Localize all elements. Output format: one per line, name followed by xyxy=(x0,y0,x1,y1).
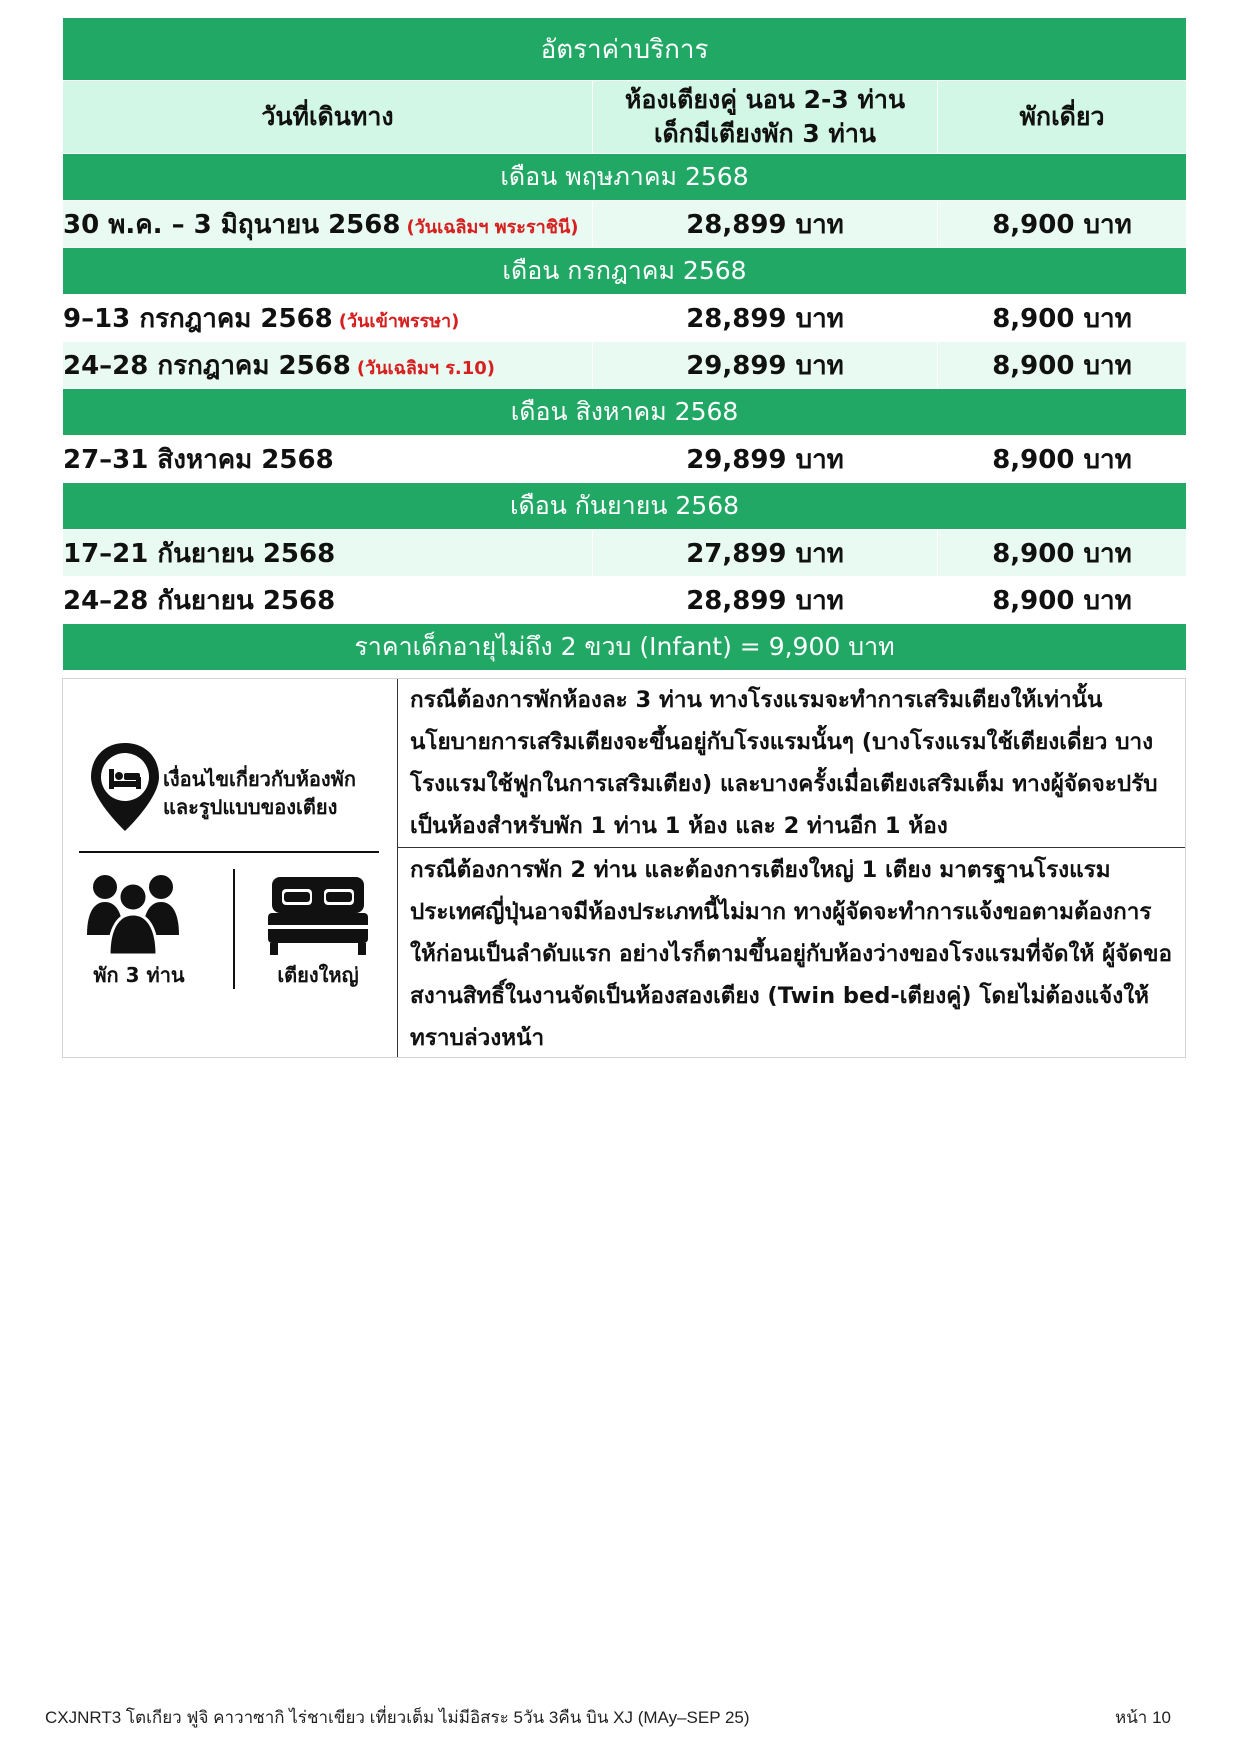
single-supplement: 8,900 บาท xyxy=(938,342,1187,389)
twin-price: 27,899 บาท xyxy=(593,530,938,577)
header-single: พักเดี่ยว xyxy=(938,81,1187,154)
month-label: เดือน พฤษภาคม 2568 xyxy=(63,154,1187,201)
conditions-heading-line1: เงื่อนไขเกี่ยวกับห้องพัก xyxy=(163,767,356,791)
table-header-row xyxy=(63,81,1187,154)
twin-price: 28,899 บาท xyxy=(593,577,938,624)
single-supplement: 8,900 บาท xyxy=(938,577,1187,624)
travel-date-cell xyxy=(63,530,593,577)
price-row xyxy=(63,342,1187,389)
header-twin-line2: เด็กมีเตียงพัก 3 ท่าน xyxy=(653,119,877,148)
price-row xyxy=(63,577,1187,624)
condition-paragraph-triple: กรณีต้องการพักห้องละ 3 ท่าน ทางโรงแรมจะทำการเสริมเตียงให้เท่านั้น นโยบายการเสริมเตียงจะขึ้นอยู่กับโรงแรมนั้นๆ (บางโรงแรมใช้เตียงเดี่ยว บางโรงแรมใช้ฟูกในการเสริมเตียง) และบางครั้งเมื่อเตียงเสริมเต็ม ทางผู้จัดจะปรับเป็นห้องสำหรับพัก 1 ท่าน 1 ห้อง และ 2 ท่านอีก 1 ห้อง xyxy=(410,687,1158,839)
month-header-row xyxy=(63,483,1187,530)
twin-price: 28,899 บาท xyxy=(593,201,938,248)
page-number: หน้า 10 xyxy=(1114,1708,1171,1727)
rate-table xyxy=(62,17,1187,671)
price-row xyxy=(63,295,1187,342)
holiday-note: (วันเฉลิมฯ พระราชินี) xyxy=(406,216,579,238)
footer-text: CXJNRT3 โตเกียว ฟูจิ คาวาซากิ ไร่ชาเขียว เที่ยวเต็ม ไม่มีอิสระ 5วัน 3คืน บิน XJ (MAy–SEP 25) xyxy=(45,1708,750,1727)
table-title-row xyxy=(63,18,1187,81)
travel-date-cell xyxy=(63,436,593,483)
infant-price-row xyxy=(63,624,1187,671)
label-big-bed: เตียงใหญ่ xyxy=(277,963,359,987)
price-row xyxy=(63,201,1187,248)
travel-date-cell xyxy=(63,577,593,624)
conditions-icon-panel xyxy=(63,679,398,1057)
room-conditions-box xyxy=(62,678,1186,1058)
location-pin-bed-icon xyxy=(85,739,165,835)
month-label: เดือน กรกฎาคม 2568 xyxy=(63,248,1187,295)
travel-date-cell xyxy=(63,201,593,248)
travel-date-cell xyxy=(63,342,593,389)
travel-date-cell xyxy=(63,295,593,342)
travel-date: 9–13 กรกฎาคม 2568 xyxy=(63,303,333,334)
header-twin-line1: ห้องเตียงคู่ นอน 2-3 ท่าน xyxy=(624,85,906,114)
holiday-note: (วันเฉลิมฯ ร.10) xyxy=(356,357,495,379)
twin-price: 29,899 บาท xyxy=(593,342,938,389)
travel-date: 24–28 กรกฎาคม 2568 xyxy=(63,350,351,381)
conditions-heading-line2: และรูปแบบของเตียง xyxy=(163,795,338,819)
table-title: อัตราค่าบริการ xyxy=(63,18,1187,81)
price-row xyxy=(63,436,1187,483)
infant-price: ราคาเด็กอายุไม่ถึง 2 ขวบ (Infant) = 9,900 บาท xyxy=(63,624,1187,671)
travel-date: 30 พ.ค. – 3 มิถุนายน 2568 xyxy=(63,209,401,240)
icon-divider-horizontal xyxy=(79,851,379,853)
price-row xyxy=(63,530,1187,577)
single-supplement: 8,900 บาท xyxy=(938,436,1187,483)
header-date: วันที่เดินทาง xyxy=(63,81,593,154)
month-header-row xyxy=(63,248,1187,295)
month-header-row xyxy=(63,389,1187,436)
travel-date: 27–31 สิงหาคม 2568 xyxy=(63,444,334,475)
double-bed-icon xyxy=(266,873,370,957)
single-supplement: 8,900 บาท xyxy=(938,201,1187,248)
twin-price: 29,899 บาท xyxy=(593,436,938,483)
travel-date: 17–21 กันยายน 2568 xyxy=(63,538,336,569)
month-label: เดือน กันยายน 2568 xyxy=(63,483,1187,530)
icon-divider-vertical xyxy=(233,869,235,989)
label-three-persons: พัก 3 ท่าน xyxy=(93,963,185,987)
conditions-text-panel xyxy=(398,679,1185,1057)
travel-date: 24–28 กันยายน 2568 xyxy=(63,585,336,616)
month-label: เดือน สิงหาคม 2568 xyxy=(63,389,1187,436)
header-twin xyxy=(593,81,938,154)
three-people-icon xyxy=(85,871,181,957)
month-header-row xyxy=(63,154,1187,201)
single-supplement: 8,900 บาท xyxy=(938,295,1187,342)
conditions-heading xyxy=(163,765,383,821)
single-supplement: 8,900 บาท xyxy=(938,530,1187,577)
holiday-note: (วันเข้าพรรษา) xyxy=(338,310,460,332)
twin-price: 28,899 บาท xyxy=(593,295,938,342)
paragraph-divider xyxy=(398,847,1185,848)
condition-paragraph-double-bed: กรณีต้องการพัก 2 ท่าน และต้องการเตียงใหญ่ 1 เตียง มาตรฐานโรงแรมประเทศญี่ปุ่นอาจมีห้องประเภทนี้ไม่มาก ทางผู้จัดจะทำการแจ้งขอตามต้องการให้ก่อนเป็นลำดับแรก อย่างไรก็ตามขึ้นอยู่กับห้องว่างของโรงแรมที่จัดให้ ผู้จัดขอสงานสิทธิ์ในงานจัดเป็นห้องสองเตียง (Twin bed-เตียงคู่) โดยไม่ต้องแจ้งให้ทราบล่วงหน้า xyxy=(410,857,1173,1051)
